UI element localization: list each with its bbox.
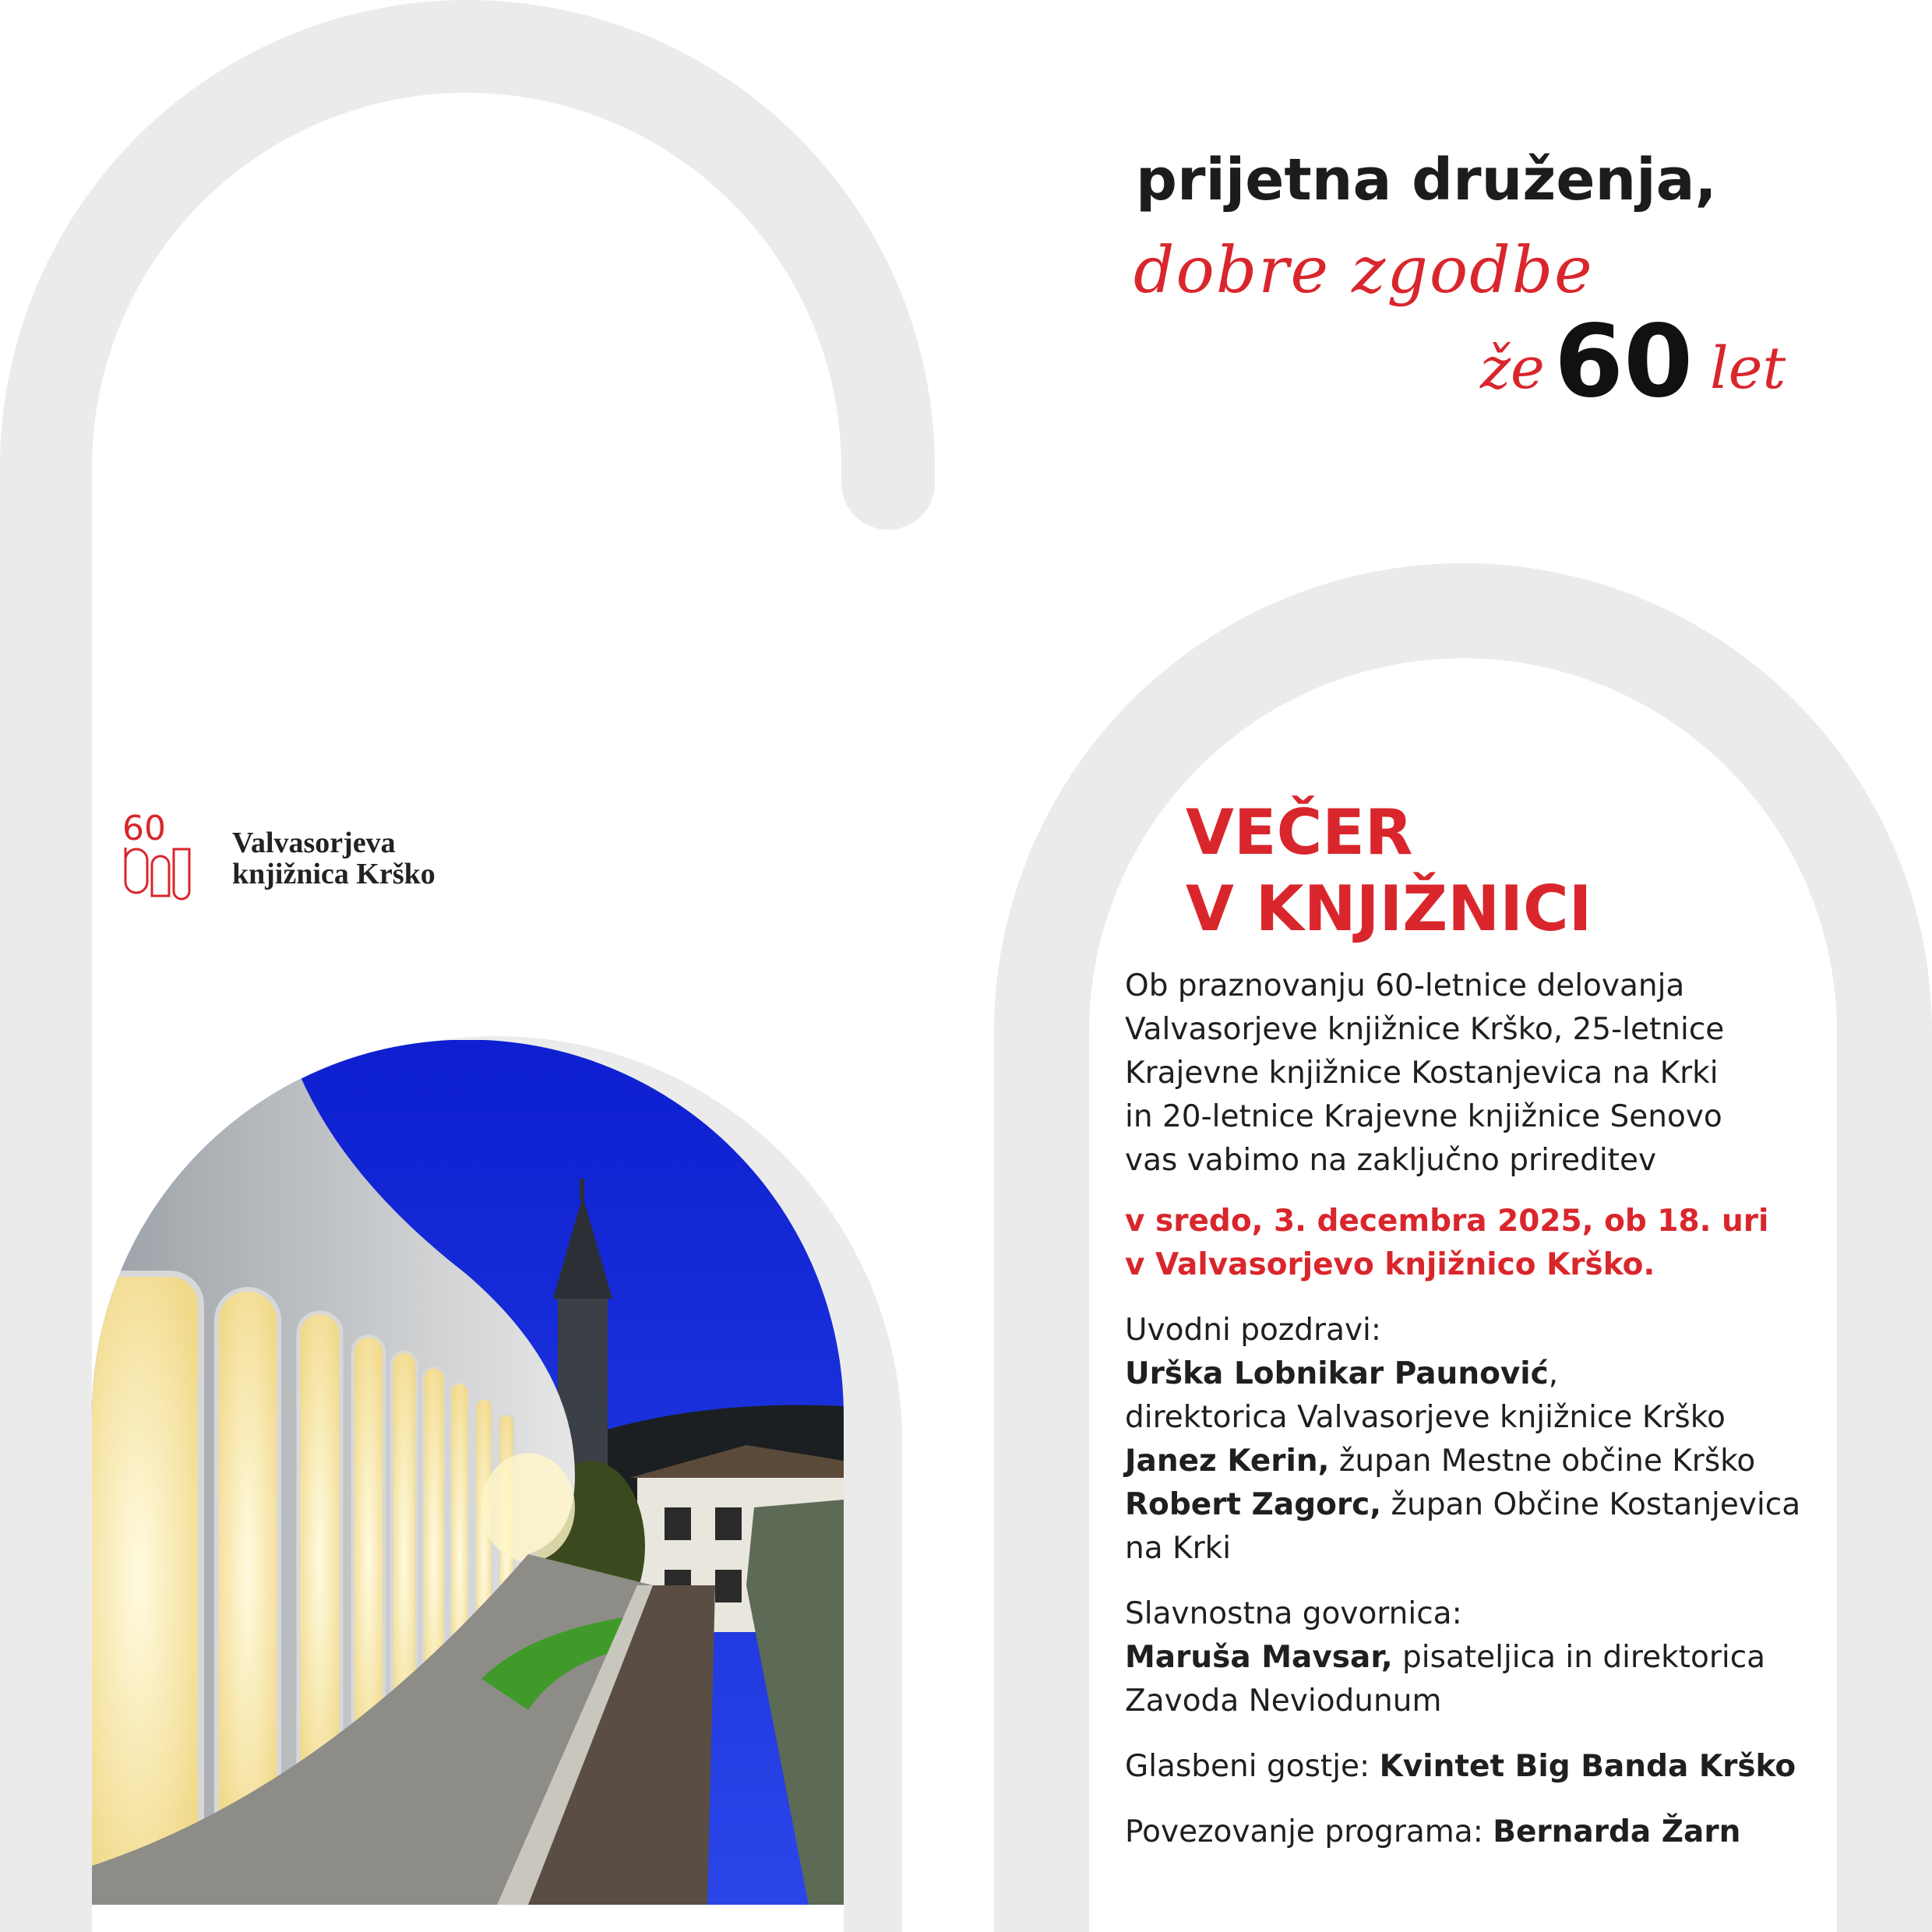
intro-line: Valvasorjeve knjižnice Krško, 25-letnice [1125,1012,1725,1047]
host-name: Bernarda Žarn [1493,1814,1741,1849]
tagline-line3-number: 60 [1554,304,1694,420]
library-photo [92,1040,844,1905]
speaker3-name: Robert Zagorc, [1125,1487,1382,1522]
library-logo [121,802,495,904]
event-title-line1: VEČER [1186,796,1413,869]
event-venue: v Valvasorjevo knjižnico Krško. [1125,1247,1655,1282]
logo-mark-text: 60 [122,809,166,848]
greetings-label: Uvodni pozdravi: [1125,1313,1382,1348]
entrance-glow [481,1453,575,1562]
speaker1-comma: , [1548,1356,1559,1391]
logo-name [232,827,435,890]
event-title [1186,795,1842,947]
speaker2-name: Janez Kerin, [1125,1444,1330,1479]
tagline [0,0,1932,420]
keynote-role2: Zavoda Neviodunum [1125,1683,1442,1719]
keynote-role: pisateljica in direktorica [1392,1640,1766,1675]
speaker2 [1125,1440,1842,1483]
music-label: Glasbeni gostje: [1125,1749,1380,1784]
logo-name-line1: Valvasorjeva [232,827,396,859]
tagline-line2: dobre zgodbe [1133,234,1594,308]
logo-name-line2: knjižnica Krško [232,858,435,890]
host-label: Povezovanje programa: [1125,1814,1493,1849]
keynote [1125,1636,1842,1680]
speaker1-name: Urška Lobnikar Paunović [1125,1356,1549,1391]
speaker3-role2: na Krki [1125,1531,1232,1566]
intro-line: Ob praznovanju 60-letnice delovanja [1125,968,1685,1003]
intro-line: vas vabimo na zaključno prireditev [1125,1143,1657,1178]
tagline-line1: prijetna druženja, [1136,146,1717,213]
intro-line: in 20-letnice Krajevne knjižnice Senovo [1125,1099,1722,1134]
music-section [1125,1745,1842,1789]
speaker1-role: direktorica Valvasorjeve knjižnice Krško [1125,1400,1726,1435]
greetings-section [1125,1309,1842,1571]
speaker3-role: župan Občine Kostanjevica [1381,1487,1801,1522]
intro-line: Krajevne knjižnice Kostanjevica na Krki [1125,1056,1719,1091]
tagline-line3-suffix: let [1710,335,1786,402]
event-content [1125,795,1842,1854]
keynote-section [1125,1592,1842,1723]
keynote-label: Slavnostna govornica: [1125,1596,1462,1631]
event-title-line2: V KNJIŽNICI [1186,873,1592,945]
keynote-name: Maruša Mavsar, [1125,1640,1393,1675]
music-name: Kvintet Big Banda Krško [1379,1749,1796,1784]
event-date: v sredo, 3. decembra 2025, ob 18. uri [1125,1204,1769,1239]
music [1125,1745,1842,1789]
speaker1 [1125,1352,1842,1396]
speaker3 [1125,1483,1842,1527]
left-edge-strip [0,935,92,1932]
host [1125,1810,1842,1854]
host-section [1125,1810,1842,1854]
event-intro [1125,964,1842,1183]
event-date-venue [1125,1200,1842,1287]
speaker2-role: župan Mestne občine Krško [1329,1444,1756,1479]
logo-mark-icon [121,802,199,904]
tagline-line3-prefix: že [1480,335,1545,402]
